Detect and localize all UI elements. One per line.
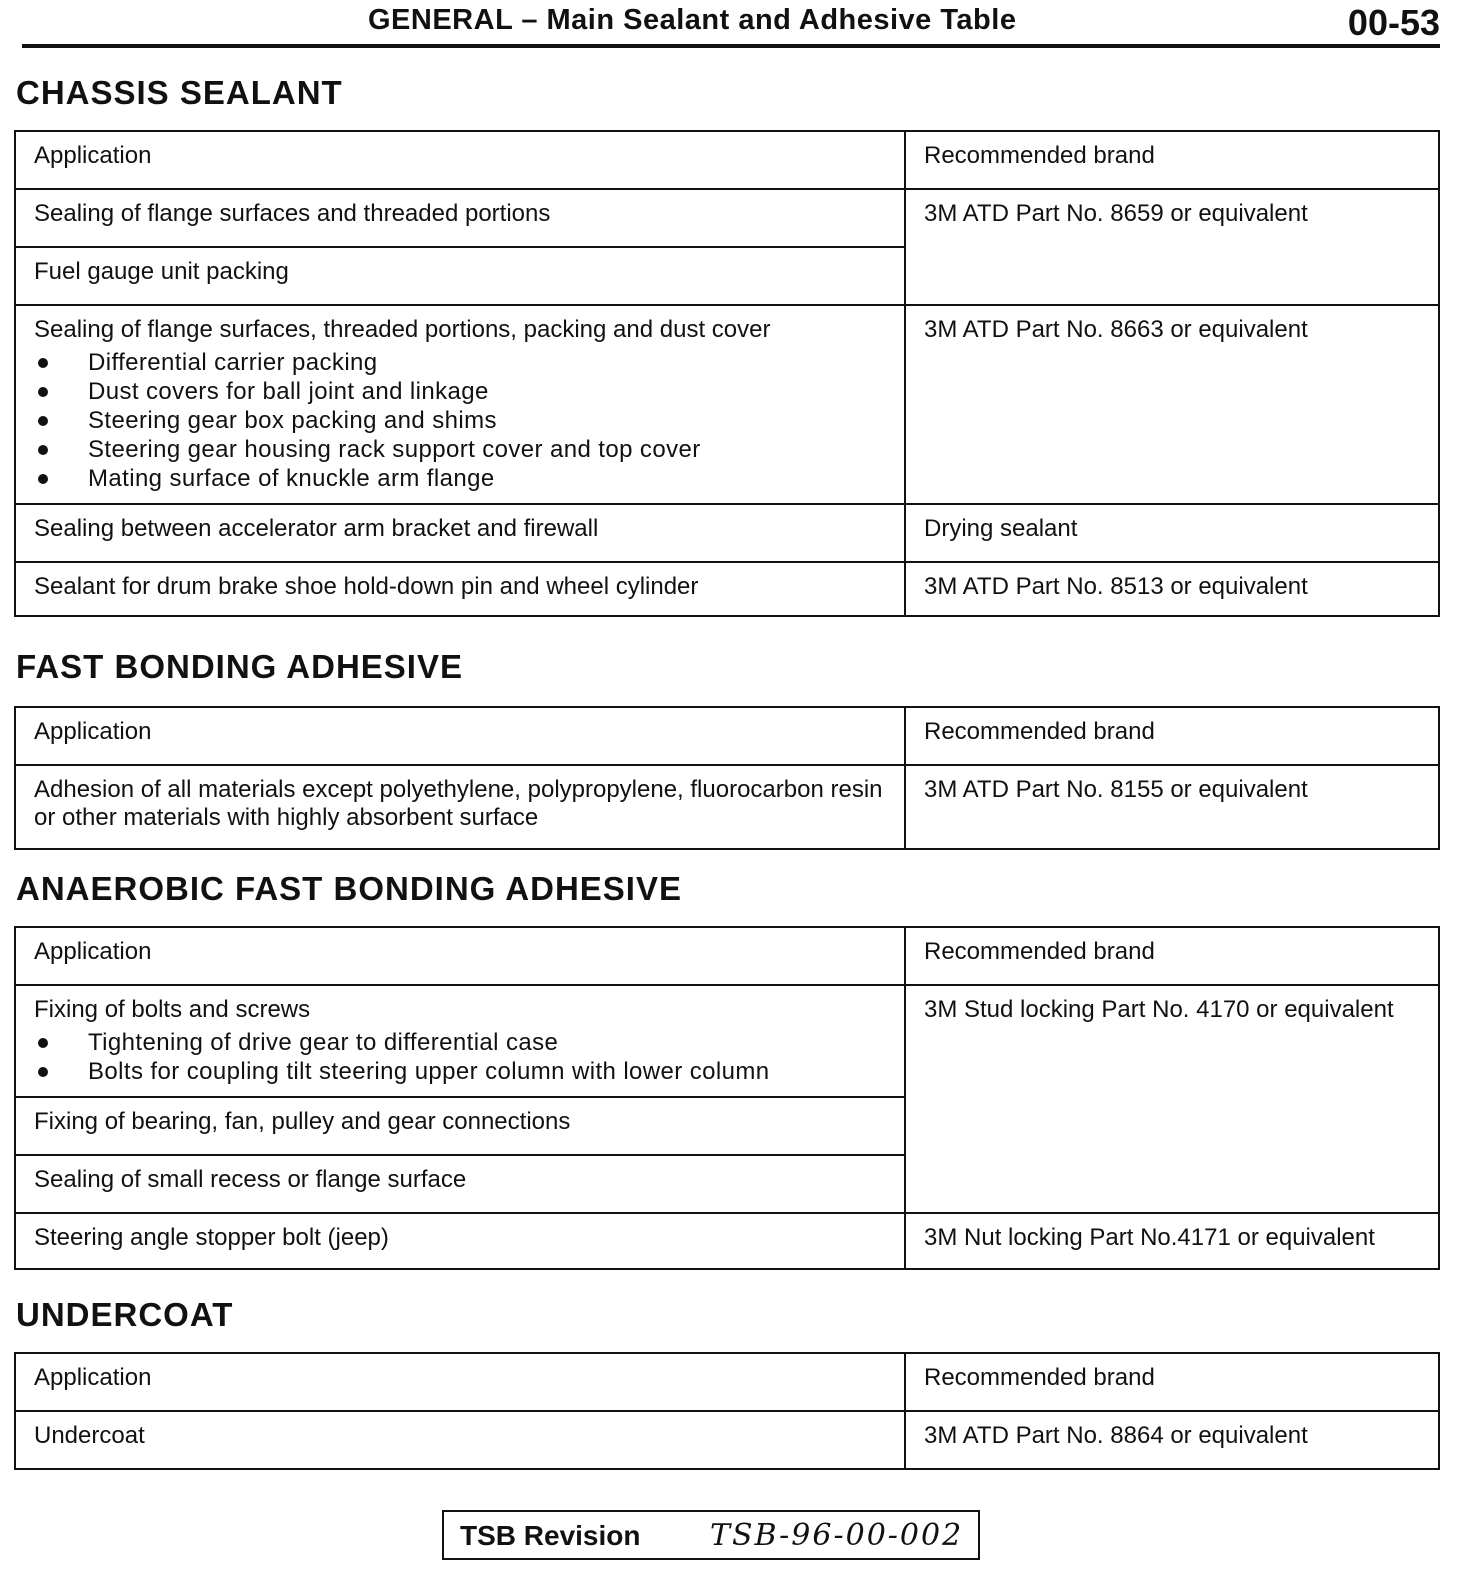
anaerobic-table (14, 926, 1440, 1270)
table-header-row (15, 131, 1439, 189)
table-header-row (15, 1353, 1439, 1411)
brand-cell: 3M ATD Part No. 8663 or equivalent (905, 305, 1439, 504)
table-row (15, 562, 1439, 616)
bullet-icon (38, 474, 48, 484)
application-cell: Sealant for drum brake shoe hold-down pin and wheel cylinder (15, 562, 905, 616)
application-cell (15, 985, 905, 1097)
column-header-brand: Recommended brand (905, 131, 1439, 189)
list-item: Steering gear housing rack support cover and top cover (34, 435, 888, 464)
tsb-revision-box (442, 1510, 980, 1560)
bullet-icon (38, 358, 48, 368)
tsb-revision-value: TSB-96-00-002 (710, 1518, 964, 1553)
application-cell: Sealing of small recess or flange surface (15, 1155, 905, 1213)
section-title-fast-bonding: FAST BONDING ADHESIVE (16, 648, 463, 685)
application-cell: Fuel gauge unit packing (15, 247, 905, 305)
column-header-application: Application (15, 131, 905, 189)
brand-cell: 3M ATD Part No. 8155 or equivalent (905, 765, 1439, 849)
column-header-application: Application (15, 1353, 905, 1411)
fast-bonding-table (14, 706, 1440, 850)
bullet-icon (38, 416, 48, 426)
application-cell: Steering angle stopper bolt (jeep) (15, 1213, 905, 1269)
brand-cell: 3M ATD Part No. 8659 or equivalent (905, 189, 1439, 305)
table-row (15, 985, 1439, 1097)
application-text: Sealing of flange surfaces, threaded portions, packing and dust cover (34, 316, 771, 343)
table-header-row (15, 927, 1439, 985)
application-cell: Sealing between accelerator arm bracket and firewall (15, 504, 905, 562)
column-header-application: Application (15, 707, 905, 765)
chassis-sealant-table (14, 130, 1440, 617)
undercoat-table (14, 1352, 1440, 1470)
section-title-chassis-sealant: CHASSIS SEALANT (16, 74, 343, 111)
list-item: Bolts for coupling tilt steering upper column with lower column (34, 1057, 888, 1086)
list-item: Mating surface of knuckle arm flange (34, 464, 888, 493)
brand-cell: 3M Nut locking Part No.4171 or equivalent (905, 1213, 1439, 1269)
application-cell (15, 305, 905, 504)
application-cell: Adhesion of all materials except polyethylene, polypropylene, fluorocarbon resin or other materials with highly absorbent surface (15, 765, 905, 849)
bullet-icon (38, 1038, 48, 1048)
page-title: GENERAL – Main Sealant and Adhesive Table (368, 4, 1017, 36)
brand-cell: Drying sealant (905, 504, 1439, 562)
brand-cell: 3M ATD Part No. 8864 or equivalent (905, 1411, 1439, 1469)
tsb-revision-label: TSB Revision (460, 1520, 641, 1551)
application-cell: Fixing of bearing, fan, pulley and gear connections (15, 1097, 905, 1155)
bullet-icon (38, 387, 48, 397)
table-row (15, 305, 1439, 504)
application-text: Fixing of bolts and screws (34, 996, 311, 1023)
column-header-brand: Recommended brand (905, 927, 1439, 985)
section-title-anaerobic: ANAEROBIC FAST BONDING ADHESIVE (16, 870, 682, 907)
list-item: Steering gear box packing and shims (34, 406, 888, 435)
brand-cell: 3M ATD Part No. 8513 or equivalent (905, 562, 1439, 616)
application-cell: Sealing of flange surfaces and threaded portions (15, 189, 905, 247)
list-item: Dust covers for ball joint and linkage (34, 377, 888, 406)
table-row (15, 504, 1439, 562)
column-header-brand: Recommended brand (905, 1353, 1439, 1411)
list-item: Differential carrier packing (34, 348, 888, 377)
table-row (15, 1411, 1439, 1469)
bullet-list (34, 1028, 888, 1086)
bullet-list (34, 348, 888, 493)
column-header-application: Application (15, 927, 905, 985)
application-cell: Undercoat (15, 1411, 905, 1469)
table-row (15, 189, 1439, 247)
table-row (15, 1213, 1439, 1269)
page-header (22, 0, 1440, 48)
bullet-icon (38, 445, 48, 455)
brand-cell: 3M Stud locking Part No. 4170 or equivalent (905, 985, 1439, 1213)
table-row (15, 765, 1439, 849)
table-header-row (15, 707, 1439, 765)
page-number: 00-53 (1347, 2, 1440, 43)
bullet-icon (38, 1067, 48, 1077)
column-header-brand: Recommended brand (905, 707, 1439, 765)
list-item: Tightening of drive gear to differential case (34, 1028, 888, 1057)
section-title-undercoat: UNDERCOAT (16, 1296, 234, 1333)
